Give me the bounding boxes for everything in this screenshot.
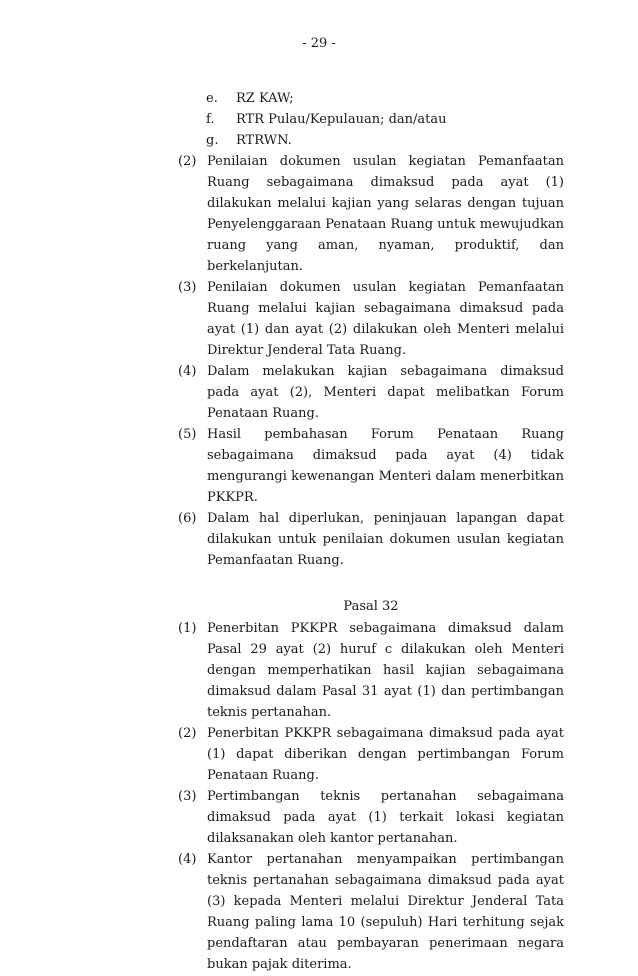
pasal31-paragraph-6 bbox=[178, 508, 564, 571]
paragraph-text: Penilaian dokumen usulan kegiatan Pemanfaatan Ruang melalui kajian sebagaimana dimaksud pada ayat (1) dan ayat (2) dilakukan oleh Menteri melalui Direktur Jenderal Tata Ruang. bbox=[207, 280, 564, 358]
paragraph-text: Penilaian dokumen usulan kegiatan Pemanfaatan Ruang sebagaimana dimaksud pada ayat (1) dilakukan melalui kajian yang selaras dengan tujuan Penyelenggaraan Penataan Ruang untuk mewujudkan ruang yang aman, nyaman, produktif, dan berkelanjutan. bbox=[207, 154, 564, 274]
paragraph-number: (1) bbox=[178, 621, 197, 636]
paragraph-number: (2) bbox=[178, 726, 197, 741]
sub-item-label: g. bbox=[206, 133, 219, 148]
pasal32-paragraph-4 bbox=[178, 849, 564, 975]
paragraph-text: Dalam hal diperlukan, peninjauan lapangan dapat dilakukan untuk penilaian dokumen usulan kegiatan Pemanfaatan Ruang. bbox=[207, 511, 564, 568]
paragraph-text: Penerbitan PKKPR sebagaimana dimaksud dalam Pasal 29 ayat (2) huruf c dilakukan oleh Menteri dengan memperhatikan hasil kajian sebagaimana dimaksud dalam Pasal 31 ayat (1) dan pertimbangan teknis pertanahan. bbox=[207, 621, 564, 720]
sub-item-f bbox=[206, 109, 564, 130]
paragraph-text: Pertimbangan teknis pertanahan sebagaimana dimaksud pada ayat (1) terkait lokasi kegiatan dilaksanakan oleh kantor pertanahan. bbox=[207, 789, 564, 846]
paragraph-number: (2) bbox=[178, 154, 197, 169]
paragraph-number: (5) bbox=[178, 427, 197, 442]
sub-item-g bbox=[206, 130, 564, 151]
sub-item-label: e. bbox=[206, 91, 218, 106]
paragraph-text: Kantor pertanahan menyampaikan pertimbangan teknis pertanahan sebagaimana dimaksud pada ayat (3) kepada Menteri melalui Direktur Jenderal Tata Ruang paling lama 10 (sepuluh) Hari terhitung sejak pendaftaran atau pembayaran penerimaan negara bukan pajak diterima. bbox=[207, 852, 564, 972]
paragraph-number: (3) bbox=[178, 280, 197, 295]
sub-item-text: RTRWN. bbox=[236, 133, 292, 148]
paragraph-number: (4) bbox=[178, 852, 197, 867]
paragraph-number: (3) bbox=[178, 789, 197, 804]
paragraph-text: Penerbitan PKKPR sebagaimana dimaksud pada ayat (1) dapat diberikan dengan pertimbangan Forum Penataan Ruang. bbox=[207, 726, 564, 783]
sub-item-e bbox=[206, 88, 564, 109]
pasal31-paragraph-4 bbox=[178, 361, 564, 424]
paragraph-text: Dalam melakukan kajian sebagaimana dimaksud pada ayat (2), Menteri dapat melibatkan Forum Penataan Ruang. bbox=[207, 364, 564, 421]
article-heading: Pasal 32 bbox=[343, 599, 399, 614]
pasal31-paragraph-2 bbox=[178, 151, 564, 277]
document-body bbox=[178, 88, 564, 975]
pasal32-paragraph-2 bbox=[178, 723, 564, 786]
sub-item-label: f. bbox=[206, 112, 215, 127]
pasal31-paragraph-3 bbox=[178, 277, 564, 361]
page-number: - 29 - bbox=[302, 36, 336, 51]
pasal31-paragraph-5 bbox=[178, 424, 564, 508]
sub-item-text: RZ KAW; bbox=[236, 91, 294, 106]
paragraph-number: (6) bbox=[178, 511, 197, 526]
paragraph-number: (4) bbox=[178, 364, 197, 379]
paragraph-text: Hasil pembahasan Forum Penataan Ruang sebagaimana dimaksud pada ayat (4) tidak mengurangi kewenangan Menteri dalam menerbitkan PKKPR. bbox=[207, 427, 564, 505]
pasal32-paragraph-1 bbox=[178, 618, 564, 723]
sub-item-text: RTR Pulau/Kepulauan; dan/atau bbox=[236, 112, 447, 127]
pasal32-paragraph-3 bbox=[178, 786, 564, 849]
